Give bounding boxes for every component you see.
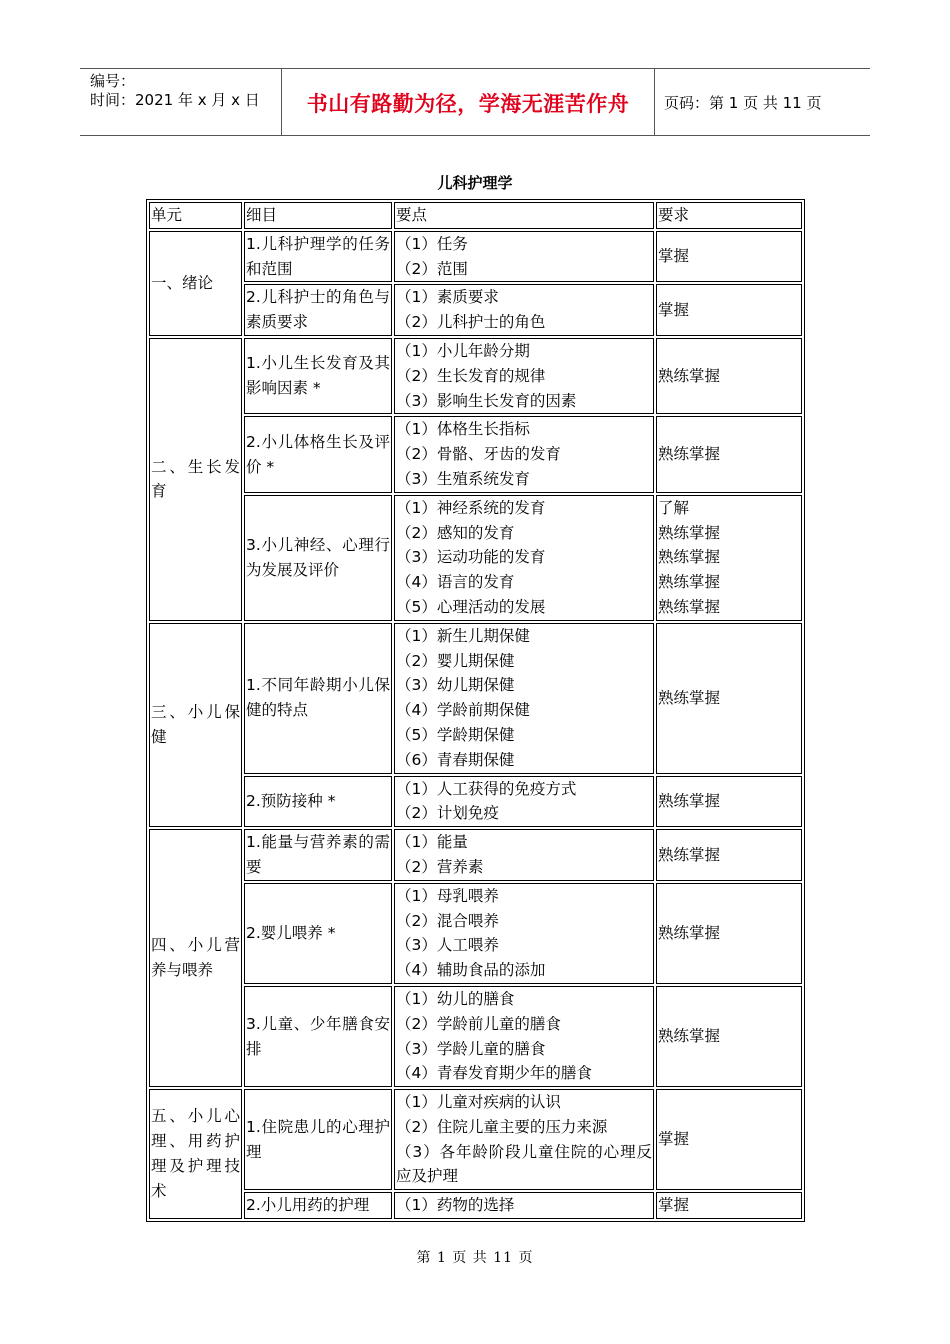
table-row xyxy=(149,284,802,336)
point-item: （1）儿童对疾病的认识 xyxy=(396,1093,561,1112)
unit-cell: 三、小儿保健 xyxy=(149,623,242,827)
requirement-item: 掌握 xyxy=(658,1196,690,1215)
column-header: 要点 xyxy=(394,202,654,229)
points-cell xyxy=(394,986,654,1087)
requirement-cell xyxy=(656,776,802,828)
point-item: （2）营养素 xyxy=(396,857,484,876)
document-title: 儿科护理学 xyxy=(437,174,513,192)
requirement-cell xyxy=(656,883,802,984)
points-cell xyxy=(394,776,654,828)
requirement-item: 了解 xyxy=(658,498,690,517)
requirement-item: 掌握 xyxy=(658,1130,690,1149)
point-item: （1）人工获得的免疫方式 xyxy=(396,779,577,798)
requirement-item: 熟练掌握 xyxy=(658,791,721,810)
code-label: 编号： xyxy=(90,72,136,90)
point-item: （3）生殖系统发育 xyxy=(396,469,530,488)
table-row xyxy=(149,776,802,828)
point-item: （1）体格生长指标 xyxy=(396,420,530,439)
detail-cell: 2.儿科护士的角色与素质要求 xyxy=(244,284,392,336)
requirement-cell xyxy=(656,829,802,881)
detail-cell: 1.小儿生长发育及其影响因素 * xyxy=(244,338,392,414)
points-cell xyxy=(394,338,654,414)
column-header: 单元 xyxy=(149,202,242,229)
points-cell xyxy=(394,1192,654,1219)
unit-cell: 四、小儿营养与喂养 xyxy=(149,829,242,1087)
point-item: （1）能量 xyxy=(396,833,468,852)
table-row xyxy=(149,231,802,283)
page-info: 页码：第 1 页 共 11 页 xyxy=(664,94,822,112)
table-row xyxy=(149,829,802,881)
requirement-cell xyxy=(656,338,802,414)
point-item: （3）运动功能的发育 xyxy=(396,548,546,567)
point-item: （1）药物的选择 xyxy=(396,1196,515,1215)
requirement-item: 掌握 xyxy=(658,300,690,319)
column-header: 细目 xyxy=(244,202,392,229)
detail-cell: 2.小儿用药的护理 xyxy=(244,1192,392,1219)
point-item: （2）婴儿期保健 xyxy=(396,651,515,670)
requirement-item: 熟练掌握 xyxy=(658,923,721,942)
table-row xyxy=(149,495,802,621)
detail-cell: 2.预防接种 * xyxy=(244,776,392,828)
table-row xyxy=(149,1192,802,1219)
point-item: （1）母乳喂养 xyxy=(396,886,499,905)
points-cell xyxy=(394,829,654,881)
point-item: （3）各年龄阶段儿童住院的心理反应及护理 xyxy=(396,1142,652,1186)
table-row xyxy=(149,416,802,492)
point-item: （1）神经系统的发育 xyxy=(396,498,546,517)
table-row xyxy=(149,1089,802,1190)
unit-cell: 一、绪论 xyxy=(149,231,242,336)
detail-cell: 3.儿童、少年膳食安排 xyxy=(244,986,392,1087)
detail-cell: 3.小儿神经、心理行为发展及评价 xyxy=(244,495,392,621)
header-top-rule xyxy=(80,68,870,69)
requirement-cell xyxy=(656,986,802,1087)
detail-cell: 2.小儿体格生长及评价 * xyxy=(244,416,392,492)
detail-cell: 1.儿科护理学的任务和范围 xyxy=(244,231,392,283)
point-item: （3）幼儿期保健 xyxy=(396,676,515,695)
point-item: （4）辅助食品的添加 xyxy=(396,961,546,980)
point-item: （2）生长发育的规律 xyxy=(396,366,546,385)
point-item: （2）混合喂养 xyxy=(396,911,499,930)
point-item: （2）计划免疫 xyxy=(396,804,499,823)
unit-cell: 五、小儿心理、用药护理及护理技术 xyxy=(149,1089,242,1219)
requirement-item: 熟练掌握 xyxy=(658,573,721,592)
point-item: （4）学龄前期保健 xyxy=(396,701,530,720)
point-item: （3）学龄儿童的膳食 xyxy=(396,1039,546,1058)
requirement-cell xyxy=(656,416,802,492)
point-item: （2）感知的发育 xyxy=(396,523,515,542)
points-cell xyxy=(394,416,654,492)
motto: 书山有路勤为径，学海无涯苦作舟 xyxy=(306,92,630,116)
points-cell xyxy=(394,623,654,774)
table-row xyxy=(149,883,802,984)
point-item: （3）人工喂养 xyxy=(396,936,499,955)
detail-cell: 1.住院患儿的心理护理 xyxy=(244,1089,392,1190)
column-header: 要求 xyxy=(656,202,802,229)
table-header-row xyxy=(149,202,802,229)
requirement-item: 熟练掌握 xyxy=(658,845,721,864)
point-item: （2）住院儿童主要的压力来源 xyxy=(396,1117,608,1136)
requirement-item: 熟练掌握 xyxy=(658,1027,721,1046)
requirement-item: 熟练掌握 xyxy=(658,688,721,707)
syllabus-table xyxy=(146,199,805,1222)
table-row xyxy=(149,986,802,1087)
point-item: （1）小儿年龄分期 xyxy=(396,341,530,360)
unit-cell: 二、生长发育 xyxy=(149,338,242,621)
page-footer: 第 1 页 共 11 页 xyxy=(416,1250,534,1266)
requirement-cell xyxy=(656,231,802,283)
point-item: （4）青春发育期少年的膳食 xyxy=(396,1064,592,1083)
point-item: （2）骨骼、牙齿的发育 xyxy=(396,445,561,464)
point-item: （2）范围 xyxy=(396,259,468,278)
point-item: （4）语言的发育 xyxy=(396,573,515,592)
requirement-item: 熟练掌握 xyxy=(658,445,721,464)
requirement-item: 掌握 xyxy=(658,247,690,266)
point-item: （1）任务 xyxy=(396,234,468,253)
requirement-item: 熟练掌握 xyxy=(658,523,721,542)
point-item: （2）学龄前儿童的膳食 xyxy=(396,1014,561,1033)
requirement-cell xyxy=(656,495,802,621)
points-cell xyxy=(394,495,654,621)
requirement-cell xyxy=(656,284,802,336)
header-divider xyxy=(654,68,655,135)
detail-cell: 1.能量与营养素的需要 xyxy=(244,829,392,881)
requirement-item: 熟练掌握 xyxy=(658,548,721,567)
point-item: （5）心理活动的发展 xyxy=(396,597,546,616)
point-item: （2）儿科护士的角色 xyxy=(396,313,546,332)
time-label: 时间：2021 年 x 月 x 日 xyxy=(90,91,260,109)
requirement-cell xyxy=(656,1192,802,1219)
point-item: （6）青春期保健 xyxy=(396,750,515,769)
detail-cell: 2.婴儿喂养 * xyxy=(244,883,392,984)
header-bottom-rule xyxy=(80,135,870,136)
points-cell xyxy=(394,883,654,984)
point-item: （1）幼儿的膳食 xyxy=(396,989,515,1008)
point-item: （1）新生儿期保健 xyxy=(396,626,530,645)
points-cell xyxy=(394,1089,654,1190)
requirement-cell xyxy=(656,1089,802,1190)
table-row xyxy=(149,338,802,414)
table-row xyxy=(149,623,802,774)
requirement-item: 熟练掌握 xyxy=(658,597,721,616)
requirement-item: 熟练掌握 xyxy=(658,366,721,385)
point-item: （1）素质要求 xyxy=(396,288,499,307)
points-cell xyxy=(394,284,654,336)
points-cell xyxy=(394,231,654,283)
point-item: （5）学龄期保健 xyxy=(396,725,515,744)
point-item: （3）影响生长发育的因素 xyxy=(396,391,577,410)
requirement-cell xyxy=(656,623,802,774)
detail-cell: 1.不同年龄期小儿保健的特点 xyxy=(244,623,392,774)
